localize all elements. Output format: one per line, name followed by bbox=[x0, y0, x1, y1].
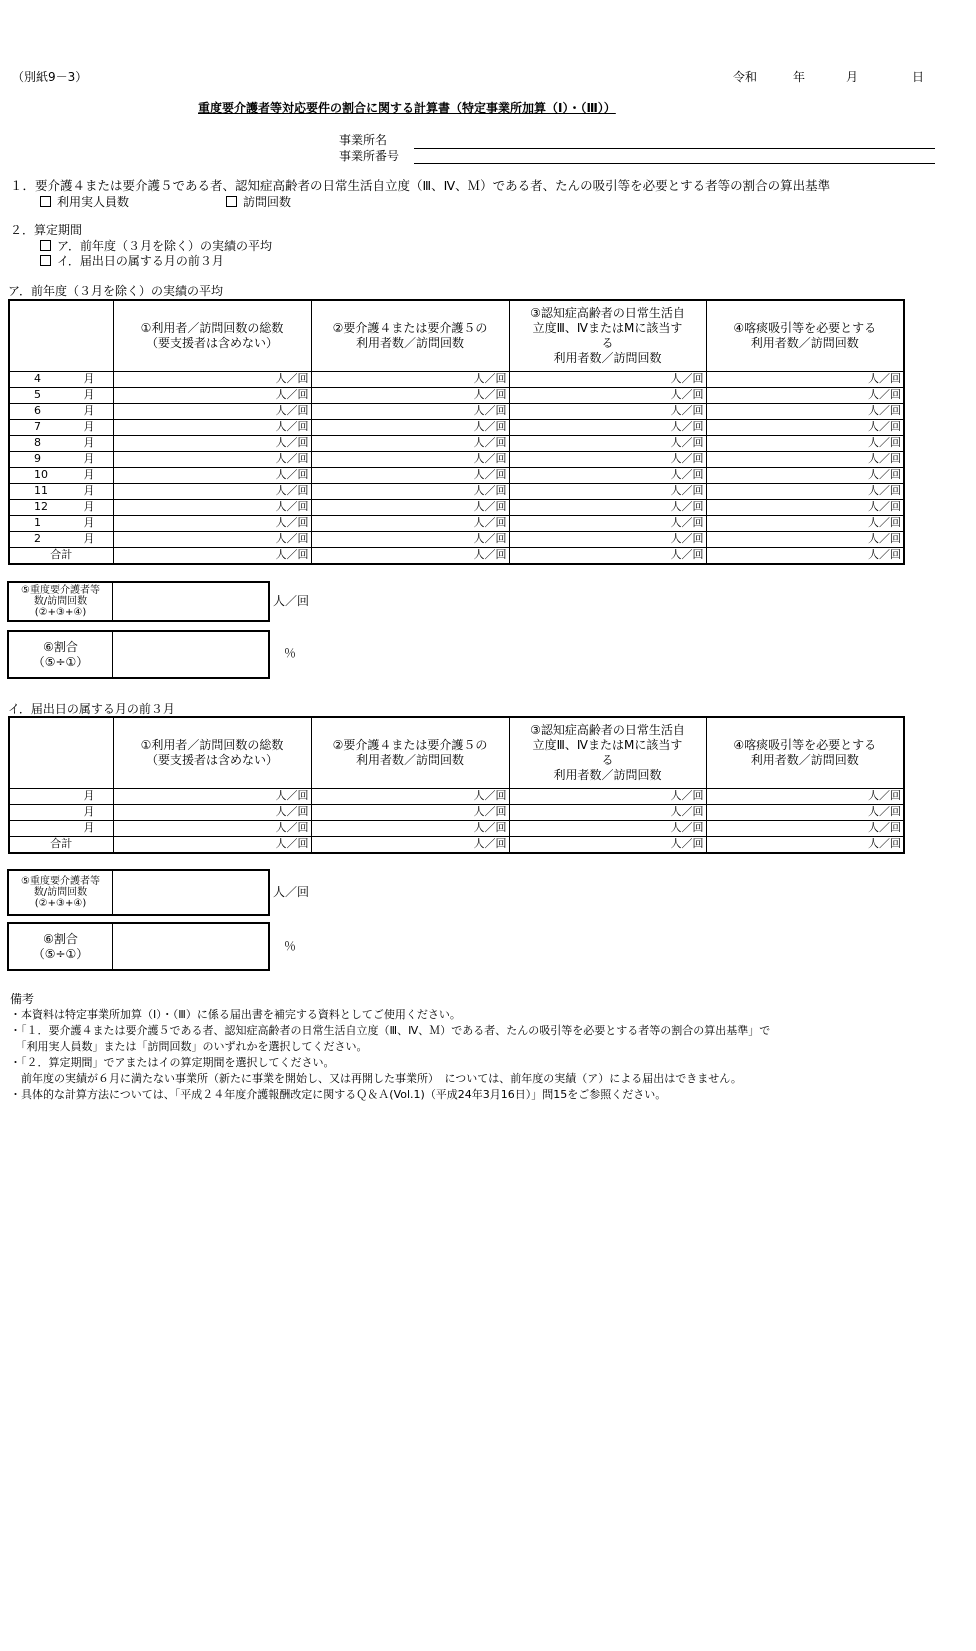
value-cell[interactable]: 人／回 bbox=[311, 403, 509, 419]
value-cell[interactable]: 人／回 bbox=[113, 483, 311, 499]
box6-unit: ％ bbox=[284, 939, 297, 953]
table-row bbox=[9, 531, 904, 547]
box6-value[interactable] bbox=[113, 924, 268, 969]
box5-unit: 人／回 bbox=[273, 594, 310, 608]
month-cell: 月 bbox=[9, 804, 113, 820]
value-cell[interactable]: 人／回 bbox=[113, 371, 311, 387]
month-cell bbox=[9, 451, 113, 467]
col-header-suction: ④喀痰吸引等を必要とする 利用者数／訪問回数 bbox=[706, 717, 904, 788]
table-b bbox=[8, 716, 905, 854]
value-cell[interactable]: 人／回 bbox=[113, 435, 311, 451]
value-cell[interactable]: 人／回 bbox=[509, 547, 706, 564]
value-cell[interactable]: 人／回 bbox=[509, 467, 706, 483]
checkbox-icon[interactable] bbox=[40, 196, 51, 207]
value-cell[interactable]: 人／回 bbox=[509, 371, 706, 387]
box6-value[interactable] bbox=[113, 632, 268, 677]
table-row bbox=[9, 804, 904, 820]
note-line: ・「１．要介護４または要介護５である者、認知症高齢者の日常生活自立度（Ⅲ、Ⅳ、Ｍ）である者、たんの吸引等を必要とする者等の割合の算出基準」で bbox=[10, 1024, 771, 1037]
office-number-field[interactable] bbox=[414, 163, 935, 164]
box6-label: ⑥割合 （⑤÷①） bbox=[9, 924, 113, 969]
table-a-caption: ア．前年度（３月を除く）の実績の平均 bbox=[8, 284, 224, 298]
box5-unit: 人／回 bbox=[273, 885, 310, 899]
value-cell[interactable]: 人／回 bbox=[113, 515, 311, 531]
total-label: 合計 bbox=[9, 836, 113, 853]
month-number: 5 bbox=[34, 388, 41, 401]
month-number: 6 bbox=[34, 404, 41, 417]
box5-label: ⑤重度要介護者等 数/訪問回数 (②+③+④) bbox=[9, 871, 113, 914]
value-cell[interactable]: 人／回 bbox=[113, 547, 311, 564]
value-cell[interactable]: 人／回 bbox=[113, 788, 311, 804]
notes-list bbox=[10, 1007, 770, 1103]
value-cell[interactable]: 人／回 bbox=[706, 467, 904, 483]
value-cell[interactable]: 人／回 bbox=[509, 403, 706, 419]
month-unit: 月 bbox=[83, 436, 95, 449]
month-number: 2 bbox=[34, 532, 41, 545]
month-number: 11 bbox=[34, 484, 48, 497]
value-cell[interactable]: 人／回 bbox=[113, 836, 311, 853]
month-cell bbox=[9, 531, 113, 547]
value-cell[interactable]: 人／回 bbox=[311, 515, 509, 531]
col-header-suction: ④喀痰吸引等を必要とする 利用者数／訪問回数 bbox=[706, 300, 904, 371]
box6-label: ⑥割合 （⑤÷①） bbox=[9, 632, 113, 677]
header-blank bbox=[9, 717, 113, 788]
table-row bbox=[9, 483, 904, 499]
month-unit: 月 bbox=[83, 404, 95, 417]
value-cell[interactable]: 人／回 bbox=[509, 836, 706, 853]
col-header-care-level: ②要介護４または要介護５の 利用者数／訪問回数 bbox=[311, 717, 509, 788]
value-cell[interactable]: 人／回 bbox=[311, 371, 509, 387]
table-b-caption: イ．届出日の属する月の前３月 bbox=[8, 702, 175, 716]
value-cell[interactable]: 人／回 bbox=[706, 531, 904, 547]
value-cell[interactable]: 人／回 bbox=[311, 483, 509, 499]
month-cell bbox=[9, 387, 113, 403]
value-cell[interactable]: 人／回 bbox=[311, 451, 509, 467]
option-visits[interactable]: 訪問回数 bbox=[226, 195, 291, 209]
box6-unit: ％ bbox=[284, 646, 297, 660]
value-cell[interactable]: 人／回 bbox=[113, 820, 311, 836]
table-row bbox=[9, 788, 904, 804]
table-row bbox=[9, 387, 904, 403]
month-cell bbox=[9, 435, 113, 451]
value-cell[interactable]: 人／回 bbox=[113, 467, 311, 483]
month-unit: 月 bbox=[83, 500, 95, 513]
month-unit: 月 bbox=[83, 532, 95, 545]
value-cell[interactable]: 人／回 bbox=[509, 387, 706, 403]
value-cell[interactable]: 人／回 bbox=[311, 531, 509, 547]
value-cell[interactable]: 人／回 bbox=[706, 419, 904, 435]
total-row bbox=[9, 836, 904, 853]
table-a-box6 bbox=[7, 630, 270, 679]
value-cell[interactable]: 人／回 bbox=[509, 435, 706, 451]
month-cell bbox=[9, 371, 113, 387]
month-unit: 月 bbox=[83, 484, 95, 497]
month-unit: 月 bbox=[83, 452, 95, 465]
value-cell[interactable]: 人／回 bbox=[706, 499, 904, 515]
month-unit: 月 bbox=[83, 372, 95, 385]
value-cell[interactable]: 人／回 bbox=[113, 804, 311, 820]
box5-value[interactable] bbox=[113, 871, 268, 914]
value-cell[interactable]: 人／回 bbox=[509, 804, 706, 820]
section2-heading: ２．算定期間 bbox=[10, 223, 83, 237]
value-cell[interactable]: 人／回 bbox=[311, 387, 509, 403]
value-cell[interactable]: 人／回 bbox=[509, 820, 706, 836]
box5-value[interactable] bbox=[113, 583, 268, 620]
date-day: 日 bbox=[912, 70, 925, 84]
month-cell bbox=[9, 499, 113, 515]
table-row bbox=[9, 403, 904, 419]
month-cell bbox=[9, 467, 113, 483]
value-cell[interactable]: 人／回 bbox=[706, 483, 904, 499]
note-line: ・本資料は特定事業所加算（Ⅰ）・（Ⅲ）に係る届出書を補完する資料としてご使用ください。 bbox=[10, 1008, 461, 1021]
month-cell bbox=[9, 419, 113, 435]
month-number: 12 bbox=[34, 500, 48, 513]
value-cell[interactable]: 人／回 bbox=[311, 467, 509, 483]
value-cell[interactable]: 人／回 bbox=[509, 451, 706, 467]
month-number: 8 bbox=[34, 436, 41, 449]
month-number: 7 bbox=[34, 420, 41, 433]
date-year: 年 bbox=[793, 70, 806, 84]
month-cell bbox=[9, 515, 113, 531]
value-cell[interactable]: 人／回 bbox=[706, 804, 904, 820]
box5-label: ⑤重度要介護者等 数/訪問回数 (②+③+④) bbox=[9, 583, 113, 620]
value-cell[interactable]: 人／回 bbox=[706, 788, 904, 804]
month-unit: 月 bbox=[83, 388, 95, 401]
table-row bbox=[9, 419, 904, 435]
office-number-label: 事業所番号 bbox=[339, 149, 400, 163]
total-label: 合計 bbox=[9, 547, 113, 564]
value-cell[interactable]: 人／回 bbox=[509, 483, 706, 499]
month-cell: 月 bbox=[9, 820, 113, 836]
value-cell[interactable]: 人／回 bbox=[706, 371, 904, 387]
office-name-field[interactable] bbox=[414, 148, 935, 149]
checkbox-icon[interactable] bbox=[40, 240, 51, 251]
value-cell[interactable]: 人／回 bbox=[113, 403, 311, 419]
col-header-dementia: ③認知症高齢者の日常生活自 立度Ⅲ、ⅣまたはMに該当す る 利用者数／訪問回数 bbox=[509, 300, 706, 371]
form-id: （別紙9－3） bbox=[12, 70, 88, 84]
value-cell[interactable]: 人／回 bbox=[706, 387, 904, 403]
value-cell[interactable]: 人／回 bbox=[311, 836, 509, 853]
table-b-box6 bbox=[7, 922, 270, 971]
value-cell[interactable]: 人／回 bbox=[509, 515, 706, 531]
value-cell[interactable]: 人／回 bbox=[706, 836, 904, 853]
value-cell[interactable]: 人／回 bbox=[311, 804, 509, 820]
value-cell[interactable]: 人／回 bbox=[311, 435, 509, 451]
month-cell bbox=[9, 403, 113, 419]
value-cell[interactable]: 人／回 bbox=[706, 820, 904, 836]
col-header-care-level: ②要介護４または要介護５の 利用者数／訪問回数 bbox=[311, 300, 509, 371]
table-row bbox=[9, 820, 904, 836]
col-header-total-users: ①利用者／訪問回数の総数 （要支援者は含めない） bbox=[113, 300, 311, 371]
value-cell[interactable]: 人／回 bbox=[311, 547, 509, 564]
table-a-box5 bbox=[7, 581, 270, 622]
month-unit: 月 bbox=[83, 420, 95, 433]
table-row bbox=[9, 499, 904, 515]
value-cell[interactable]: 人／回 bbox=[706, 435, 904, 451]
value-cell[interactable]: 人／回 bbox=[311, 820, 509, 836]
option-persons[interactable]: 利用実人員数 bbox=[40, 195, 129, 209]
value-cell[interactable]: 人／回 bbox=[113, 419, 311, 435]
checkbox-icon[interactable] bbox=[226, 196, 237, 207]
month-cell bbox=[9, 483, 113, 499]
total-row bbox=[9, 547, 904, 564]
table-a bbox=[8, 299, 905, 565]
note-line: ・具体的な計算方法については、「平成２４年度介護報酬改定に関するＱ＆Ａ(Vol.1)（平成24年3月16日）」問15をご参照ください。 bbox=[10, 1088, 667, 1101]
value-cell[interactable]: 人／回 bbox=[113, 387, 311, 403]
header-blank bbox=[9, 300, 113, 371]
value-cell[interactable]: 人／回 bbox=[509, 531, 706, 547]
table-row bbox=[9, 371, 904, 387]
month-unit: 月 bbox=[83, 468, 95, 481]
section1-heading: １．要介護４または要介護５である者、認知症高齢者の日常生活自立度（Ⅲ、Ⅳ、Ｍ）である者、たんの吸引等を必要とする者等の割合の算出基準 bbox=[10, 178, 831, 193]
table-b-box5 bbox=[7, 869, 270, 916]
document-title: 重度要介護者等対応要件の割合に関する計算書（特定事業所加算（Ⅰ）・（Ⅲ）） bbox=[198, 101, 616, 115]
month-number: 4 bbox=[34, 372, 41, 385]
value-cell[interactable]: 人／回 bbox=[311, 419, 509, 435]
month-cell: 月 bbox=[9, 788, 113, 804]
value-cell[interactable]: 人／回 bbox=[113, 531, 311, 547]
value-cell[interactable]: 人／回 bbox=[706, 403, 904, 419]
office-name-label: 事業所名 bbox=[339, 133, 388, 147]
col-header-total-users: ①利用者／訪問回数の総数 （要支援者は含めない） bbox=[113, 717, 311, 788]
note-line: 「利用実人員数」または「訪問回数」のいずれかを選択してください。 bbox=[10, 1040, 368, 1053]
note-line: 前年度の実績が６月に満たない事業所（新たに事業を開始し、又は再開した事業所） については、前年度の実績（ア）による届出はできません。 bbox=[10, 1072, 742, 1085]
checkbox-icon[interactable] bbox=[40, 255, 51, 266]
table-row bbox=[9, 451, 904, 467]
value-cell[interactable]: 人／回 bbox=[509, 419, 706, 435]
col-header-dementia: ③認知症高齢者の日常生活自 立度Ⅲ、ⅣまたはMに該当す る 利用者数／訪問回数 bbox=[509, 717, 706, 788]
value-cell[interactable]: 人／回 bbox=[311, 788, 509, 804]
value-cell[interactable]: 人／回 bbox=[706, 547, 904, 564]
value-cell[interactable]: 人／回 bbox=[311, 499, 509, 515]
note-line: ・「２．算定期間」でアまたはイの算定期間を選択してください。 bbox=[10, 1056, 335, 1069]
value-cell[interactable]: 人／回 bbox=[706, 451, 904, 467]
value-cell[interactable]: 人／回 bbox=[509, 499, 706, 515]
month-number: 10 bbox=[34, 468, 48, 481]
month-number: 1 bbox=[34, 516, 41, 529]
option-period-b[interactable]: イ．届出日の属する月の前３月 bbox=[40, 254, 224, 268]
option-period-a[interactable]: ア．前年度（３月を除く）の実績の平均 bbox=[40, 239, 272, 253]
value-cell[interactable]: 人／回 bbox=[706, 515, 904, 531]
month-unit: 月 bbox=[83, 516, 95, 529]
value-cell[interactable]: 人／回 bbox=[113, 451, 311, 467]
date-month: 月 bbox=[846, 70, 859, 84]
value-cell[interactable]: 人／回 bbox=[509, 788, 706, 804]
table-row bbox=[9, 467, 904, 483]
notes-heading: 備考 bbox=[10, 992, 35, 1006]
value-cell[interactable]: 人／回 bbox=[113, 499, 311, 515]
month-number: 9 bbox=[34, 452, 41, 465]
date-era: 令和 bbox=[733, 70, 758, 84]
table-row bbox=[9, 435, 904, 451]
table-row bbox=[9, 515, 904, 531]
